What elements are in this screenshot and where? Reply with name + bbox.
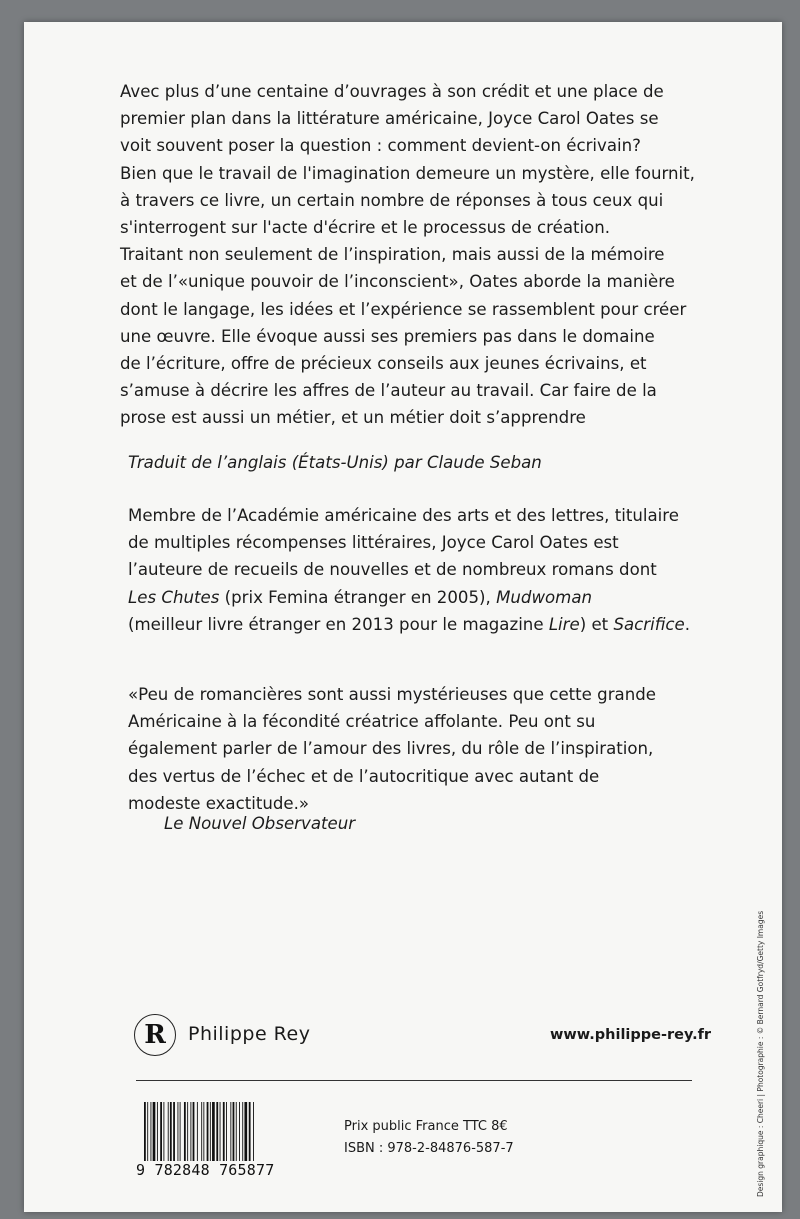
bio-line bbox=[128, 584, 690, 611]
blurb-line: prose est aussi un métier, et un métier doit s’apprendre bbox=[120, 408, 586, 428]
bio-line: l’auteure de recueils de nouvelles et de nombreux romans dont bbox=[128, 560, 657, 580]
credits-text: Design graphique : Cheeri | Photographie : © Bernard Gotfryd/Getty Images bbox=[756, 910, 765, 1197]
publisher-website: www.philippe-rey.fr bbox=[550, 1027, 712, 1043]
book-back-cover bbox=[24, 22, 782, 1212]
quote-source: Le Nouvel Observateur bbox=[164, 814, 356, 833]
book-title: Mudwoman bbox=[496, 587, 593, 607]
divider bbox=[136, 1080, 692, 1081]
bio-text: ) et bbox=[579, 614, 614, 634]
press-quote bbox=[128, 681, 656, 817]
blurb-line: et de l’«unique pouvoir de l’inconscient», Oates aborde la manière bbox=[120, 272, 675, 292]
blurb-line: premier plan dans la littérature américaine, Joyce Carol Oates se bbox=[120, 109, 659, 129]
quote-line: «Peu de romancières sont aussi mystérieuses que cette grande bbox=[128, 685, 656, 704]
blurb-line: dont le langage, les idées et l’expérience se rassemblent pour créer bbox=[120, 299, 687, 319]
barcode bbox=[136, 1102, 312, 1177]
bio-line: Membre de l’Académie américaine des arts et des lettres, titulaire bbox=[128, 506, 679, 525]
blurb-line: s'interrogent sur l'acte d'écrire et le processus de création. bbox=[120, 218, 611, 238]
barcode-digits: 9 782848 765877 bbox=[136, 1161, 275, 1179]
price-info bbox=[344, 1116, 514, 1160]
barcode-bars-icon bbox=[144, 1102, 304, 1168]
bio-line: de multiples récompenses littéraires, Joyce Carol Oates est bbox=[128, 533, 619, 553]
book-title: Les Chutes bbox=[128, 587, 220, 607]
author-bio bbox=[128, 502, 690, 638]
book-blurb bbox=[120, 78, 710, 432]
quote-line: des vertus de l’échec et de l’autocritique avec autant de bbox=[128, 766, 600, 786]
book-title: Sacrifice bbox=[613, 614, 685, 634]
design-credits bbox=[748, 867, 764, 1197]
blurb-line: Traitant non seulement de l’inspiration, mais aussi de la mémoire bbox=[120, 245, 665, 265]
quote-line: Américaine à la fécondité créatrice affolante. Peu ont su bbox=[128, 712, 596, 732]
blurb-line: de l’écriture, offre de précieux conseils aux jeunes écrivains, et bbox=[120, 354, 647, 374]
blurb-line: s’amuse à décrire les affres de l’auteur au travail. Car faire de la bbox=[120, 381, 657, 401]
publisher-logo-icon bbox=[134, 1014, 176, 1056]
blurb-line: Avec plus d’une centaine d’ouvrages à son crédit et une place de bbox=[120, 82, 664, 101]
translator-credit: Traduit de l’anglais (États-Unis) par Claude Seban bbox=[128, 453, 542, 472]
bio-text: . bbox=[684, 614, 691, 634]
blurb-line: une œuvre. Elle évoque aussi ses premiers pas dans le domaine bbox=[120, 326, 655, 346]
blurb-line: voit souvent poser la question : comment devient-on écrivain? bbox=[120, 136, 641, 156]
bio-line bbox=[128, 611, 690, 638]
publisher-name: Philippe Rey bbox=[188, 1023, 311, 1045]
isbn-line: ISBN : 978-2-84876-587-7 bbox=[344, 1141, 514, 1156]
bio-text: (meilleur livre étranger en 2013 pour le magazine bbox=[128, 614, 549, 634]
quote-line: modeste exactitude.» bbox=[128, 793, 310, 813]
blurb-line: Bien que le travail de l'imagination demeure un mystère, elle fournit, bbox=[120, 163, 695, 183]
bio-text: (prix Femina étranger en 2005), bbox=[219, 587, 497, 607]
logo-letter: R bbox=[144, 1020, 166, 1050]
quote-line: également parler de l’amour des livres, du rôle de l’inspiration, bbox=[128, 739, 654, 759]
magazine-title: Lire bbox=[548, 614, 580, 634]
price-line: Prix public France TTC 8€ bbox=[344, 1119, 508, 1134]
blurb-line: à travers ce livre, un certain nombre de réponses à tous ceux qui bbox=[120, 190, 664, 210]
